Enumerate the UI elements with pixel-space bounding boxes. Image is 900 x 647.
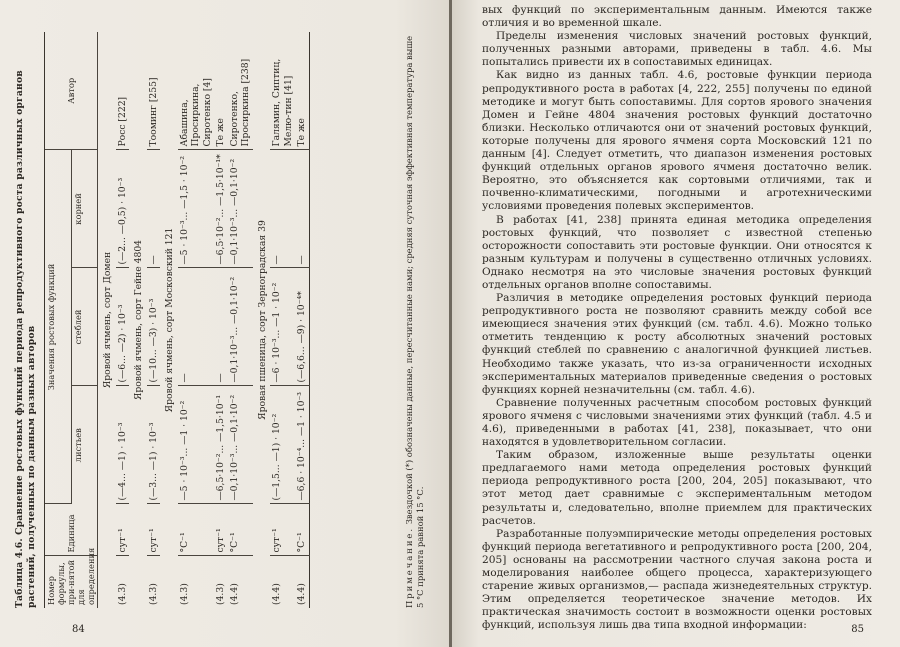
cell-unit: сут⁻¹ [147,504,161,556]
paragraph: Как видно из данных табл. 4.6, ростовые функции периода репродуктивного роста в работах [4, 222, 255] получены по единой методике и могут быть сопоставимы. Для сортов ярового значения Домен и Гейне 4804 значения ростовых функций достаточно близки. Несколько отличаются они от значений ростовых функций, которые получены для ярового ячменя сорта Московский 121 по данным [4]. Следует отметить, что диапазон изменения ростовых функций отдельных органов ярового ячменя достаточно велик. Вероятно, это объясняется как сортовыми отличиями, так и почвенно-климатическими, погодными и агротехническими условиями проведения полевых экспериментов. [482,69,872,213]
cell-author: Абашина, Просиркина, Сиротенко [4] [178,32,215,150]
paragraph: Сравнение полученных расчетным способом ростовых функций ярового ячменя с числовыми значениями этих функций (табл. 4.5 и 4.6), приведенными в работах [41, 238], показывает, что они находятся в удовлетворительном согласии. [482,396,872,449]
cell-leaves: (—3... —1) · 10⁻³ [147,386,161,504]
paragraph: Пределы изменения числовых значений ростовых функций, полученных разными авторами, приведены в табл. 4.6. Мы попытались привести их в сопоставимых единицах. [482,30,872,69]
cell-stems: — [178,268,215,386]
paragraph: В работах [41, 238] принята единая методика определения ростовых функций, что позволяет с известной степенью осторожности сопоставить эти ростовые функции. Они относятся к разным культурам и получены в существенно отличных условиях. Однако несмотря на это числовые значения ростовых функций отдельных органов вполне сопоставимы. [482,213,872,291]
cell-formula: (4.3) [116,583,128,605]
table-row [228,32,253,608]
header-author: Автор [45,32,98,150]
table-caption: Таблица 4.6. Сравнение ростовых функций периода репродуктивного роста различных органов растений, полученных по данным разных авторов [14,70,37,608]
cell-formula: (4.4) [228,583,240,605]
cell-formula: (4.3) [147,583,159,605]
cell-formula: (4.3) [178,583,190,605]
page-number-left: 84 [72,624,85,635]
cell-author: Те же [214,32,228,150]
cell-stems: (—6... —2) · 10⁻³ [116,268,130,386]
cell-leaves: —0,1·10⁻³... —0,1·10⁻² [228,386,253,504]
table-row [147,32,161,608]
cell-stems: — [214,268,228,386]
table-row [116,32,130,608]
cell-leaves: —5 · 10⁻³... —1 · 10⁻² [178,386,215,504]
page-number-right: 85 [851,624,864,635]
cell-leaves: (—4... —1) · 10⁻³ [116,386,130,504]
cell-author: Росс [222] [116,32,130,150]
header-leaves: листьев [71,386,98,504]
group-title: Яровая пшеница, сорт Зерноградская 39 [256,220,268,420]
header-formula: Номер формулы, при-нятой для определения [45,556,98,608]
cell-author: Те же [295,32,309,150]
header-roots: корней [71,150,98,268]
paragraph: Разработанные полуэмпирические методы определения ростовых функций периода вегетативного и репродуктивного роста [200, 204, 205] основаны на рассмотрении частного случая закона роста и моделирования наиболее общего процесса, характеризующего старение живых организмов,— распада жизнедеятельных структур. Этим определяется теоретическое значение методов. Их практическая значимость состоит в возможности оценки ростовых функций, используя лишь два типа входной информации: [482,527,872,632]
comparison-table [44,32,310,608]
rotated-table-block [10,27,440,612]
table-row [214,32,228,608]
group-title: Яровой ячмень, сорт Московский 121 [164,227,175,413]
cell-leaves: —6,5·10⁻²... —1,5·10⁻¹ [214,386,228,504]
cell-author: Тооминг [255] [147,32,161,150]
cell-formula: (4.4) [271,583,282,605]
cell-unit: сут⁻¹ [270,504,295,556]
cell-author: Сиротенко, Просиркина [238] [228,32,253,150]
table-row [178,32,215,608]
cell-unit: °С⁻¹ [295,504,309,556]
cell-stems: —0,1·10⁻³... —0,1·10⁻² [228,268,253,386]
cell-unit: сут⁻¹ [214,504,228,556]
cell-unit: °С⁻¹ [178,504,215,556]
left-page [0,0,449,647]
cell-stems: (—6,6... —9) · 10⁻⁴* [295,268,309,386]
cell-formula: (4.3) [215,583,226,605]
right-page [452,0,900,647]
table-note [404,33,425,608]
header-unit: Единица [45,504,98,556]
cell-roots: — [147,150,161,268]
group-title: Яровой ячмень, сорт Гейне 4804 [133,239,144,401]
cell-roots: — [295,150,309,268]
paragraph: Различия в методике определения ростовых функций периода репродуктивного роста не позволяют сравнить между собой все имеющиеся значения этих функций (см. табл. 4.6). Можно только отметить тенденцию к росту абсолютных значений ростовых функций стеблей по сравнению с аналогичной функцией листьев. Необходимо также указать, что из-за ограниченности исходных экспериментальных материалов приведенные сведения о ростовых функциях корней незначительны (см. табл. 4.6). [482,292,872,396]
cell-formula: (4.4) [296,583,307,605]
cell-unit: °С⁻¹ [228,504,253,556]
header-values-group: Значения ростовых функций [45,150,72,504]
paragraph: Таким образом, изложенные выше результаты оценки предлагаемого нами метода определения ростовых функций периода репродуктивного роста [200, 204, 205] показывают, что этот метод дает сравнимые с экспериментальным методом результаты и, следовательно, вполне приемлем для практических расчетов. [482,449,872,527]
cell-unit: сут⁻¹ [116,504,130,556]
paragraph: вых функций по экспериментальным данным. Имеются также отличия и во временной шкале. [482,4,872,30]
table-row [270,32,295,608]
cell-roots: —5 · 10⁻³... —1,5 · 10⁻² [178,150,215,268]
cell-roots: —0,1·10⁻³... —0,1·10⁻² [228,150,253,268]
cell-leaves: —6,6 · 10⁻⁴... —1 · 10⁻³ [295,386,309,504]
header-stems: стеблей [71,268,98,386]
table-note-label: Примечание. [404,526,414,608]
table-note-text: Звездочкой (*) обозначены данные, пересчитанные нами; средняя суточная эффективная температура выше 5 °С принята равной 15 °С. [404,35,425,608]
cell-author: Галямин, Сиптиц, Мелю-тин [41] [270,32,295,150]
cell-leaves: (—1,5... —1) · 10⁻² [270,386,295,504]
group-title: Яровой ячмень, сорт Домен [102,251,113,389]
cell-stems: (—10... —3) · 10⁻³ [147,268,161,386]
table-row [295,32,309,608]
cell-roots: (—2... —0,5) · 10⁻³ [116,150,130,268]
body-text [482,4,872,633]
cell-stems: —6 · 10⁻³... —1 · 10⁻² [270,268,295,386]
cell-roots: — [270,150,295,268]
cell-roots: —6,5·10⁻²... —1,5·10⁻¹* [214,150,228,268]
